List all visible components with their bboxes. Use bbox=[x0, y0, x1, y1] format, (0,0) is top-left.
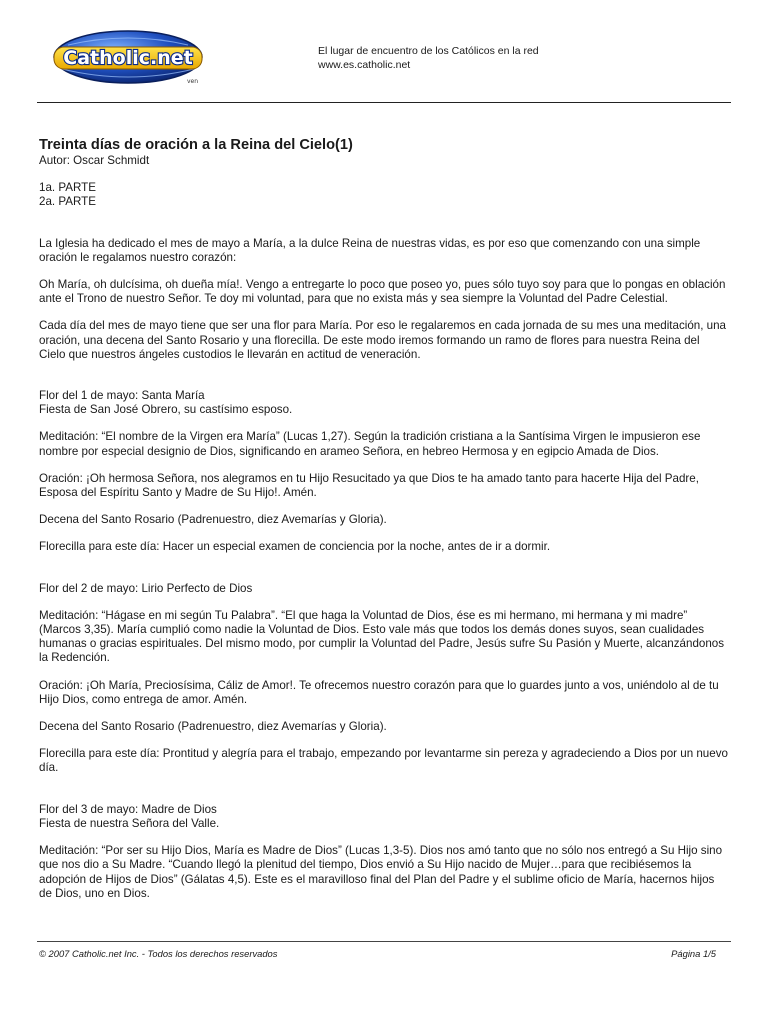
spacer bbox=[39, 568, 729, 582]
day-heading: Flor del 1 de mayo: Santa María bbox=[39, 389, 205, 403]
part-link-1[interactable]: 1a. PARTE bbox=[39, 181, 96, 195]
logo-sub: ven bbox=[186, 78, 198, 85]
day-rosary: Decena del Santo Rosario (Padrenuestro, diez Avemarías y Gloria). bbox=[39, 513, 387, 527]
catholic-net-logo bbox=[48, 27, 208, 89]
intro-paragraph-1: La Iglesia ha dedicado el mes de mayo a María, a la dulce Reina de nuestras vidas, es por eso que comenzando con una simple oración le regalamos nuestro corazón: bbox=[39, 236, 701, 264]
day-florecilla: Florecilla para este día: Prontitud y alegría para el trabajo, empezando por levantarme sin pereza y agradeciendo a Dios por un nuevo día. bbox=[39, 747, 728, 775]
footer-divider bbox=[37, 941, 731, 942]
day-florecilla: Florecilla para este día: Hacer un especial examen de conciencia por la noche, antes de ir a dormir. bbox=[39, 540, 551, 554]
site-header-info bbox=[318, 44, 539, 72]
day-heading: Flor del 2 de mayo: Lirio Perfecto de Dios bbox=[39, 581, 253, 595]
intro-paragraph-2: Oh María, oh dulcísima, oh dueña mía!. Vengo a entregarte lo poco que poseo yo, pues sólo tuyo soy para que lo pongas en oblación ante el Trono de nuestro Señor. Te doy mi voluntad, para que no exista más y sea siempre la Voluntad del Padre Celestial. bbox=[39, 278, 726, 306]
spacer bbox=[39, 223, 729, 237]
day-1-heading-block bbox=[39, 389, 729, 417]
intro-paragraph-3: Cada día del mes de mayo tiene que ser una flor para María. Por eso le regalaremos en cada jornada de su mes una meditación, una oración, una decena del Santo Rosario y una florecilla. De este modo iremos formando un ramo de flores para nuestra Reina del Cielo que nuestros ángeles custodios le llevarán en actitud de veneración. bbox=[39, 319, 727, 361]
spacer bbox=[39, 789, 729, 803]
day-prayer: Oración: ¡Oh hermosa Señora, nos alegramos en tu Hijo Resucitado ya que Dios te ha amado tanto para hacerte Hija del Padre, Esposa del Espíritu Santo y Madre de Su Hijo!. Amén. bbox=[39, 471, 699, 500]
site-url[interactable]: www.es.catholic.net bbox=[318, 59, 411, 71]
page-number: Página 1/5 bbox=[671, 948, 716, 959]
day-subheading: Fiesta de nuestra Señora del Valle. bbox=[39, 816, 220, 830]
day-meditation: Meditación: “Hágase en mi según Tu Palabra”. “El que haga la Voluntad de Dios, ése es mi hermano, mi hermana y mi madre” (Marcos 3,35). María cumplió como nadie la Voluntad de Dios. Esto vale más que todos los demás dones suyos, sean cualidades humanas o gracias espirituales. Del mismo modo, por cumplir la Voluntad del Padre, Jesús sufre Su Pasión y Muerte, alcanzándonos la Redención. bbox=[39, 608, 725, 665]
parts-list bbox=[39, 181, 729, 209]
part-link-2[interactable]: 2a. PARTE bbox=[39, 195, 96, 209]
header-divider bbox=[37, 102, 731, 103]
day-meditation: Meditación: “El nombre de la Virgen era María” (Lucas 1,27). Según la tradición cristiana a la Santísima Virgen le impusieron ese nombre por especial designio de Dios, significando en arameo Señora, en hebreo Hermosa y en egipcio Amada de Dios. bbox=[39, 430, 701, 458]
site-tagline: El lugar de encuentro de los Católicos en la red bbox=[318, 45, 539, 57]
article-title: Treinta días de oración a la Reina del Cielo(1) bbox=[39, 137, 353, 153]
day-subheading: Fiesta de San José Obrero, su castísimo esposo. bbox=[39, 403, 293, 417]
day-rosary: Decena del Santo Rosario (Padrenuestro, diez Avemarías y Gloria). bbox=[39, 720, 387, 734]
spacer bbox=[39, 375, 729, 389]
day-heading: Flor del 3 de mayo: Madre de Dios bbox=[39, 802, 217, 816]
footer-copyright: © 2007 Catholic.net Inc. - Todos los derechos reservados bbox=[39, 948, 278, 959]
day-prayer: Oración: ¡Oh María, Preciosísima, Cáliz de Amor!. Te ofrecemos nuestro corazón para que lo guardes junto a vos, uniéndolo al de tu Hijo Dios, como entrega de amor. Amén. bbox=[39, 678, 719, 706]
day-meditation: Meditación: “Por ser su Hijo Dios, María es Madre de Dios” (Lucas 1,3-5). Dios nos amó tanto que no sólo nos entregó a Su Hijo sino que nos dio a Su Madre. “Cuando llegó la plenitud del tiempo, Dios envió a Su Hijo nacido de Mujer…para que recibiésemos la adopción de Hijos de Dios” (Gálatas 4,5). Este es el maravilloso final del Plan del Padre y el sublime oficio de María, hacernos hijos de Dios, uno en Dios. bbox=[39, 844, 723, 900]
article-body bbox=[39, 137, 729, 914]
day-3-heading-block bbox=[39, 803, 729, 831]
logo-graphic bbox=[48, 27, 208, 89]
article-author: Autor: Oscar Schmidt bbox=[39, 154, 150, 167]
logo-text: Catholic.net bbox=[63, 47, 193, 69]
